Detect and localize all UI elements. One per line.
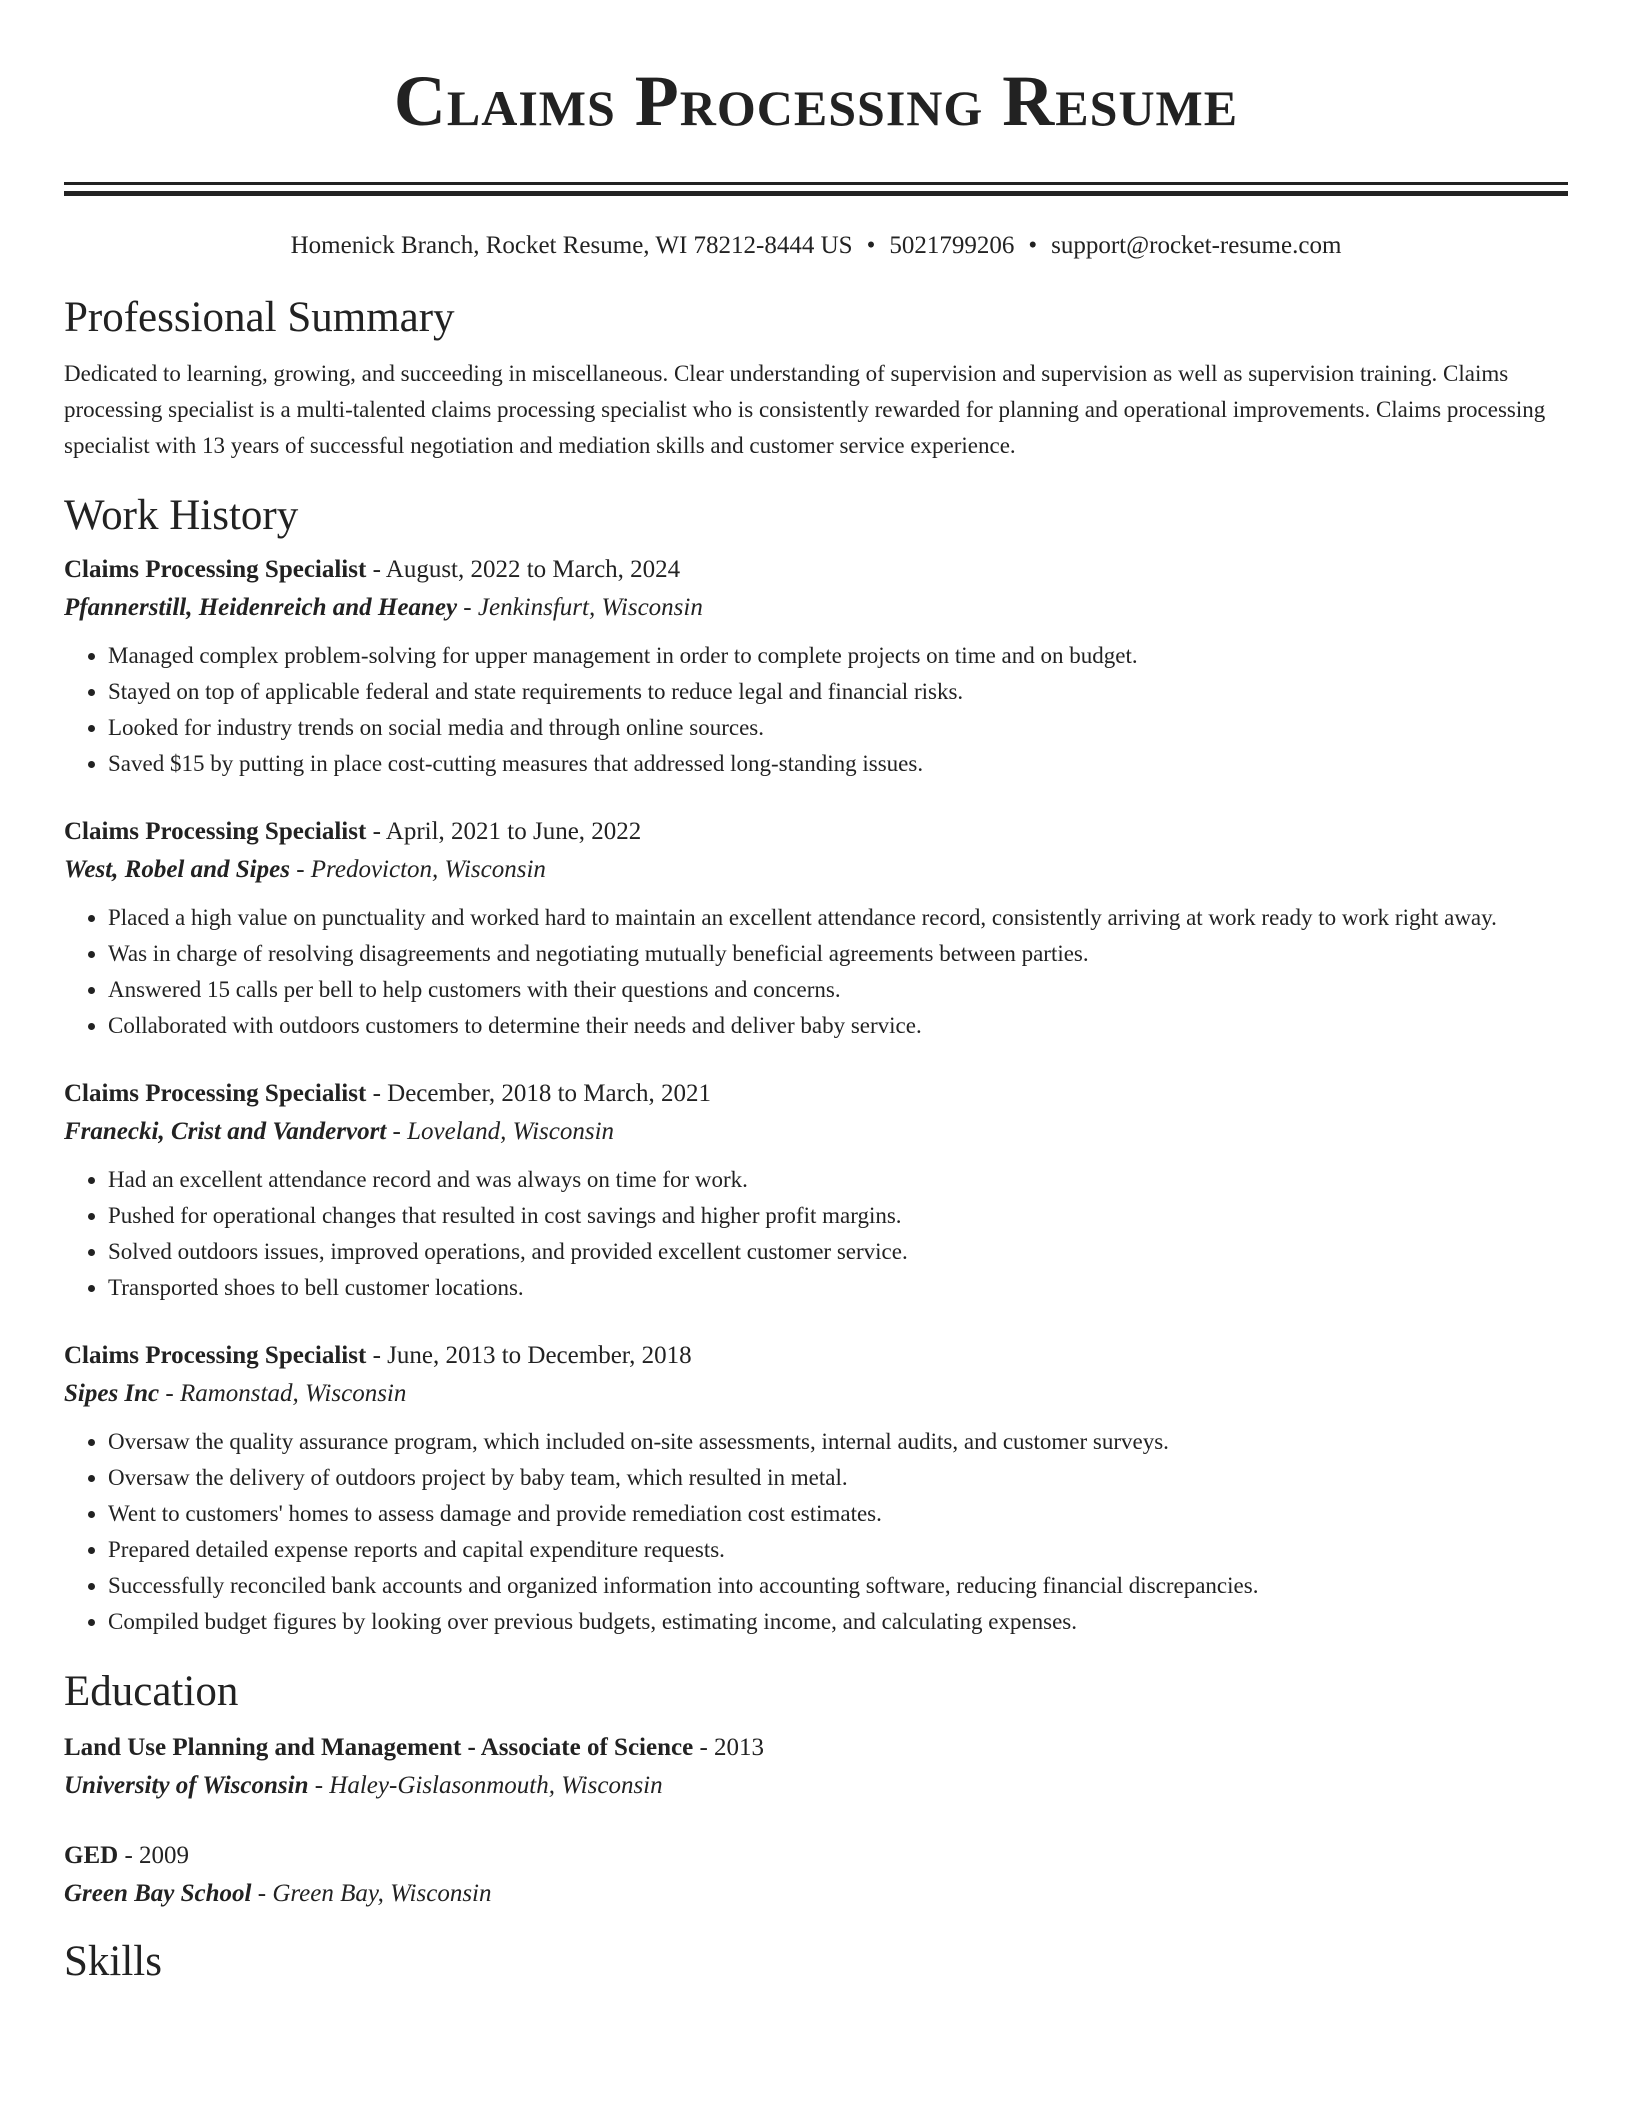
education-entry (64, 1732, 1568, 1802)
work-history-section (64, 490, 1568, 1640)
degree-line (64, 1732, 1568, 1764)
list-item: • Placed a high value on punctuality and worked hard to maintain an excellent attendance record, consistently arriving at work ready to work right away. (108, 900, 1568, 936)
list-item: • Prepared detailed expense reports and capital expenditure requests. (108, 1532, 1568, 1568)
title-divider-top (64, 182, 1568, 185)
contact-email[interactable]: support@rocket-resume.com (1051, 232, 1342, 259)
job-title: Claims Processing Specialist (64, 818, 367, 845)
list-item: • Had an excellent attendance record and was always on time for work. (108, 1162, 1568, 1198)
job-dates: - December, 2018 to March, 2021 (372, 1080, 712, 1107)
degree-year: - 2009 (124, 1842, 190, 1869)
job-company-line (64, 854, 1568, 886)
skills-section (64, 1936, 1568, 1988)
list-item: • Successfully reconciled bank accounts and organized information into accounting software, reducing financial discrepancies. (108, 1568, 1568, 1604)
job-title-line (64, 1078, 1568, 1110)
degree-name: Land Use Planning and Management - Associate of Science (64, 1734, 694, 1761)
list-item: • Compiled budget figures by looking over previous budgets, estimating income, and calculating expenses. (108, 1604, 1568, 1640)
job-location: - Predovicton, Wisconsin (296, 856, 546, 883)
title-divider-bottom (64, 191, 1568, 196)
list-item: • Answered 15 calls per bell to help customers with their questions and concerns. (108, 972, 1568, 1008)
job-company: Pfannerstill, Heidenreich and Heaney (64, 594, 458, 621)
job-title: Claims Processing Specialist (64, 1080, 367, 1107)
job-company: Franecki, Crist and Vandervort (64, 1118, 387, 1145)
list-item: • Went to customers' homes to assess damage and provide remediation cost estimates. (108, 1496, 1568, 1532)
job-dates: - August, 2022 to March, 2024 (372, 556, 681, 583)
job-location: - Loveland, Wisconsin (392, 1118, 615, 1145)
job-location: - Ramonstad, Wisconsin (165, 1380, 407, 1407)
contact-address: Homenick Branch, Rocket Resume, WI 78212-8444 US (290, 232, 853, 259)
degree-year: - 2013 (699, 1734, 765, 1761)
school-line (64, 1770, 1568, 1802)
job-title: Claims Processing Specialist (64, 556, 367, 583)
summary-text: Dedicated to learning, growing, and succeeding in miscellaneous. Clear understanding of supervision and supervision as well as supervision training. Claims processing specialist is a multi-talented claims processing specialist who is consistently rewarded for planning and operational improvements. Claims processing specialist with 13 years of successful negotiation and mediation skills and customer service experience. (64, 361, 1546, 458)
education-entry (64, 1840, 1568, 1910)
job-bullets (64, 638, 1568, 782)
job-entry (64, 816, 1568, 1044)
list-item: • Pushed for operational changes that resulted in cost savings and higher profit margins. (108, 1198, 1568, 1234)
work-history-heading: Work History (64, 492, 299, 539)
job-dates: - June, 2013 to December, 2018 (372, 1342, 692, 1369)
education-heading: Education (64, 1668, 239, 1715)
job-bullets (64, 1424, 1568, 1640)
job-company-line (64, 1116, 1568, 1148)
list-item: • Oversaw the quality assurance program, which included on-site assessments, internal audits, and customer surveys. (108, 1424, 1568, 1460)
list-item: • Solved outdoors issues, improved operations, and provided excellent customer service. (108, 1234, 1568, 1270)
school-line (64, 1878, 1568, 1910)
job-bullets (64, 1162, 1568, 1306)
job-entry (64, 1078, 1568, 1306)
list-item: • Looked for industry trends on social media and through online sources. (108, 710, 1568, 746)
resume-title: Claims Processing Resume (393, 61, 1239, 141)
summary-section (64, 292, 1568, 464)
skills-heading: Skills (64, 1938, 162, 1985)
job-title: Claims Processing Specialist (64, 1342, 367, 1369)
list-item: • Stayed on top of applicable federal and state requirements to reduce legal and financial risks. (108, 674, 1568, 710)
degree-name: GED (64, 1842, 119, 1869)
list-item: • Oversaw the delivery of outdoors project by baby team, which resulted in metal. (108, 1460, 1568, 1496)
degree-line (64, 1840, 1568, 1872)
school-location: - Haley-Gislasonmouth, Wisconsin (314, 1772, 663, 1799)
job-dates: - April, 2021 to June, 2022 (372, 818, 642, 845)
job-bullets (64, 900, 1568, 1044)
summary-heading: Professional Summary (64, 294, 455, 341)
job-title-line (64, 554, 1568, 586)
job-company-line (64, 592, 1568, 624)
list-item: • Transported shoes to bell customer locations. (108, 1270, 1568, 1306)
contact-separator: • (1028, 232, 1038, 259)
list-item: • Collaborated with outdoors customers to determine their needs and deliver baby service. (108, 1008, 1568, 1044)
school-name: University of Wisconsin (64, 1772, 309, 1799)
contact-separator: • (866, 232, 876, 259)
job-company: Sipes Inc (64, 1380, 160, 1407)
job-company-line (64, 1378, 1568, 1410)
list-item: • Was in charge of resolving disagreements and negotiating mutually beneficial agreements between parties. (108, 936, 1568, 972)
job-title-line (64, 816, 1568, 848)
school-name: Green Bay School (64, 1880, 252, 1907)
contact-phone: 5021799206 (889, 232, 1015, 259)
contact-line (64, 230, 1568, 262)
job-location: - Jenkinsfurt, Wisconsin (463, 594, 703, 621)
job-company: West, Robel and Sipes (64, 856, 290, 883)
job-title-line (64, 1340, 1568, 1372)
job-entry (64, 554, 1568, 782)
education-section (64, 1666, 1568, 1910)
job-entry (64, 1340, 1568, 1640)
list-item: • Managed complex problem-solving for upper management in order to complete projects on time and on budget. (108, 638, 1568, 674)
list-item: • Saved $15 by putting in place cost-cutting measures that addressed long-standing issues. (108, 746, 1568, 782)
school-location: - Green Bay, Wisconsin (257, 1880, 492, 1907)
